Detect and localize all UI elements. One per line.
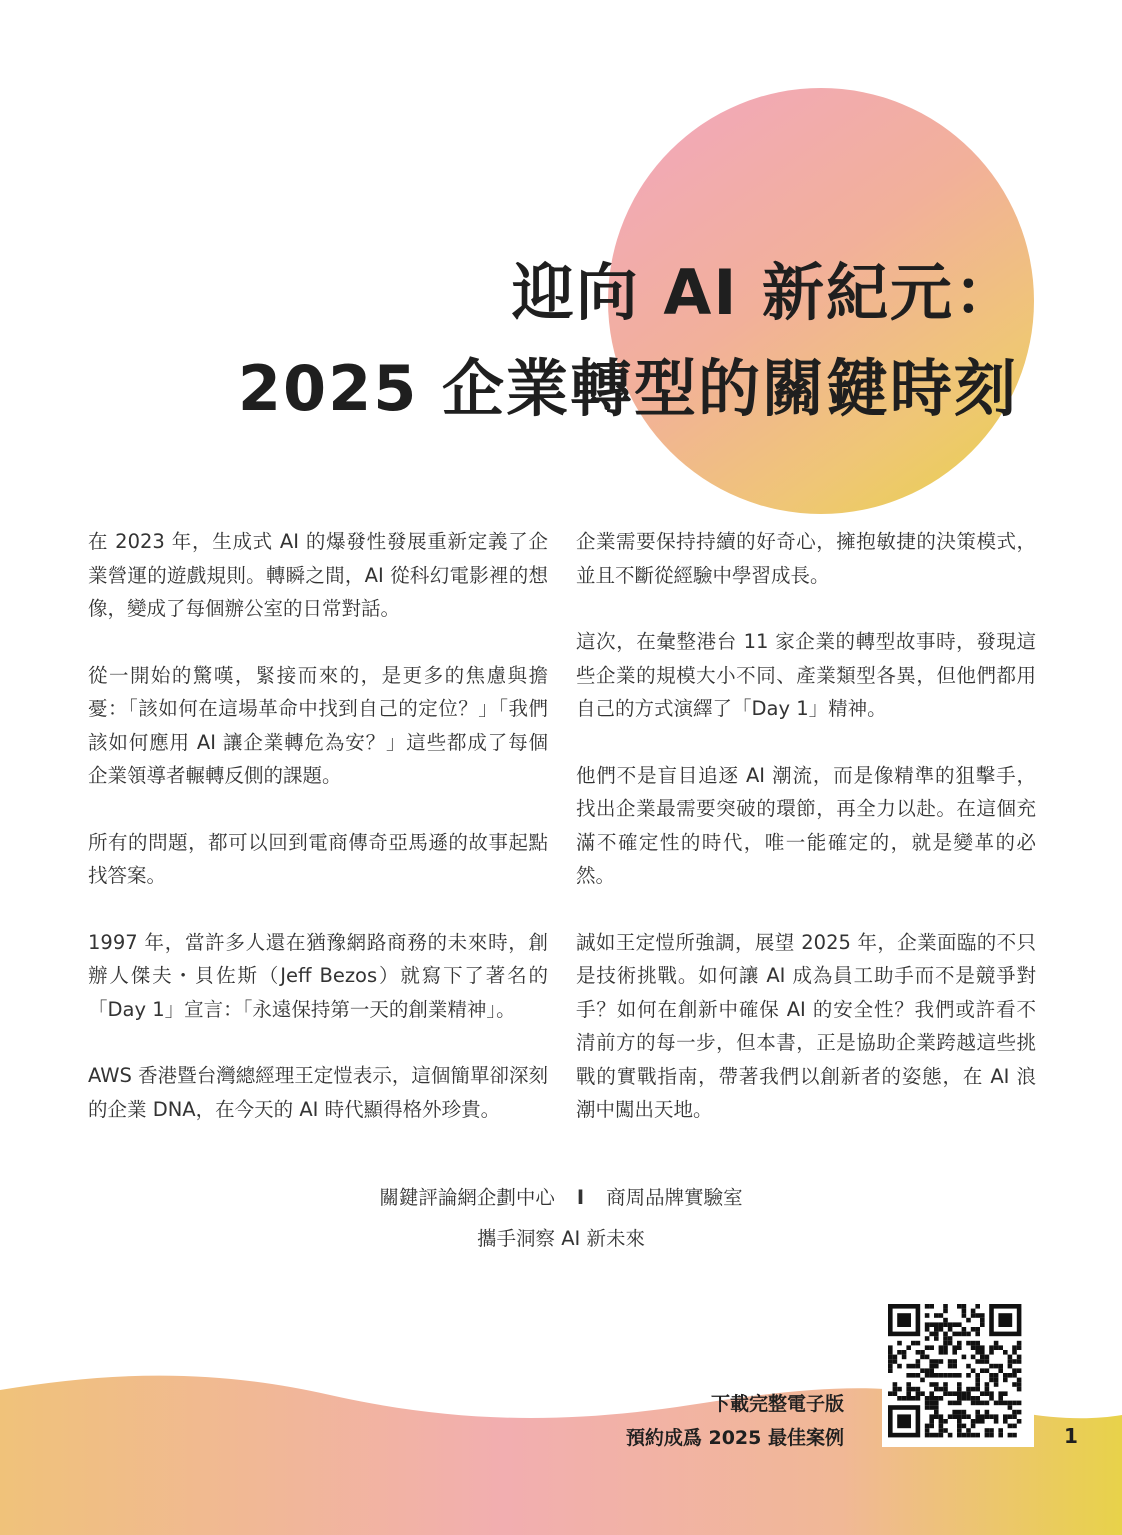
page-title — [238, 245, 1018, 437]
page-number: 1 — [1064, 1424, 1078, 1448]
title-line-1: 迎向 AI 新紀元： — [511, 256, 1018, 329]
paragraph: 所有的問題，都可以回到電商傳奇亞馬遜的故事起點找答案。 — [88, 830, 548, 887]
cta-line-2: 預約成爲 2025 最佳案例 — [625, 1427, 844, 1449]
paragraph: 這次，在彙整港台 11 家企業的轉型故事時，發現這些企業的規模大小不同、產業類型各異，但他們都用自己的方式演繹了「Day 1」精神。 — [576, 630, 1036, 720]
download-cta[interactable] — [626, 1387, 844, 1455]
tagline: 攜手洞察 AI 新未來 — [477, 1227, 645, 1250]
paragraph: 他們不是盲目追逐 AI 潮流，而是像精準的狙擊手，找出企業最需要突破的環節，再全力以赴。在這個充滿不確定性的時代，唯一能確定的，就是變革的必然。 — [576, 763, 1036, 887]
left-text-column — [88, 525, 548, 1159]
paragraph: 從一開始的驚嘆，緊接而來的，是更多的焦慮與擔憂：「該如何在這場革命中找到自己的定位？」「我們該如何應用 AI 讓企業轉危為安？」這些都成了每個企業領導者輾轉反側的課題。 — [88, 663, 548, 787]
paragraph: AWS 香港暨台灣總經理王定愷表示，這個簡單卻深刻的企業 DNA，在今天的 AI 時代顯得格外珍貴。 — [88, 1064, 548, 1121]
credit-separator: I — [576, 1186, 585, 1209]
title-line-2: 2025 企業轉型的關鍵時刻 — [237, 352, 1018, 425]
qr-code[interactable] — [882, 1299, 1034, 1447]
publisher-left: 關鍵評論網企劃中心 — [379, 1186, 555, 1209]
paragraph: 企業需要保持持續的好奇心，擁抱敏捷的決策模式，並且不斷從經驗中學習成長。 — [576, 530, 1036, 587]
publisher-credits — [0, 1182, 1122, 1210]
paragraph: 誠如王定愷所強調，展望 2025 年，企業面臨的不只是技術挑戰。如何讓 AI 成為員工助手而不是競爭對手？如何在創新中確保 AI 的安全性？我們或許看不清前方的每一步，但本書，正是協助企業跨越這些挑戰的實戰指南，帶著我們以創新者的姿態，在 AI 浪潮中闖出天地。 — [576, 930, 1036, 1121]
qr-code-icon — [882, 1299, 1034, 1447]
paragraph: 1997 年，當許多人還在猶豫網路商務的未來時，創辦人傑夫・貝佐斯（Jeff Bezos）就寫下了著名的「Day 1」宣言：「永遠保持第一天的創業精神」。 — [88, 930, 548, 1021]
paragraph: 在 2023 年，生成式 AI 的爆發性發展重新定義了企業營運的遊戲規則。轉瞬之間，AI 從科幻電影裡的想像，變成了每個辦公室的日常對話。 — [88, 530, 548, 620]
publisher-right: 商周品牌實驗室 — [606, 1186, 743, 1209]
cta-line-1: 下載完整電子版 — [710, 1393, 844, 1415]
right-text-column — [576, 525, 1036, 1160]
